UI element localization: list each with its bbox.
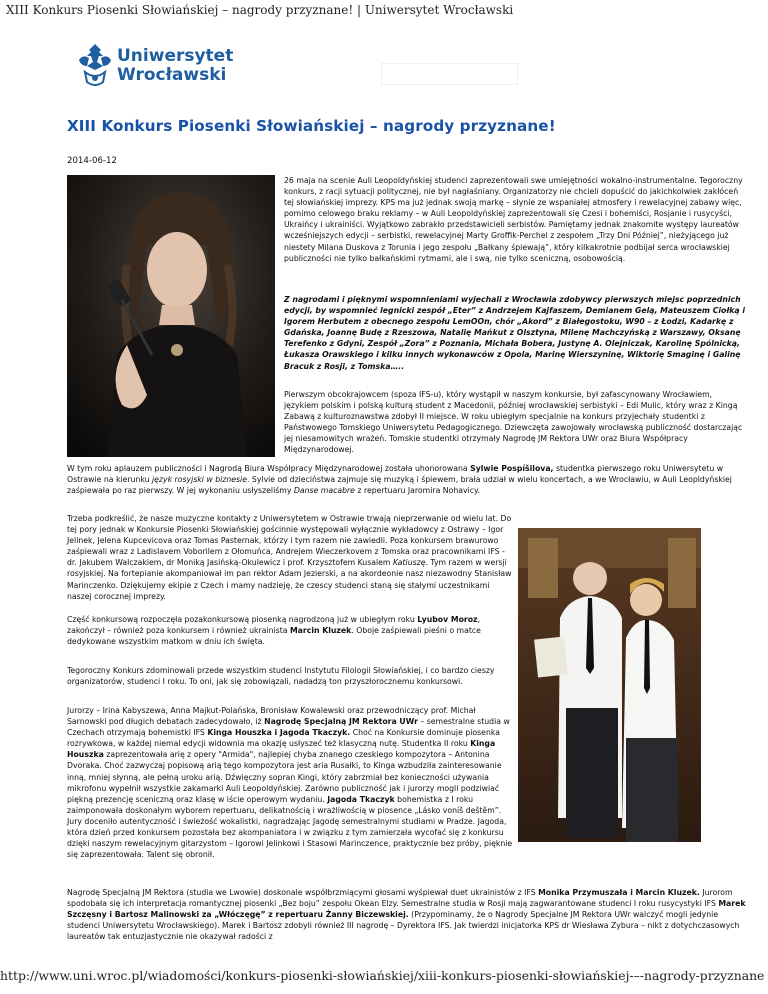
p6-name-lyubov: Lyubov Moroz — [417, 615, 478, 624]
p9-text-a: Nagrodę Specjalną JM Rektora (studia we Lwowie) doskonale współbrzmiącymi głosami wyśpiewał duet ukrainistów z IFS — [67, 888, 539, 897]
p9-text-c: Jurorom spodobała się ich interpretacja romantycznej piosenki „Bez boju” zespołu Okean Elzy. Semestralne studia w Rosji mają zagwarantowane studenci I roku rusycystyki IFS — [67, 888, 733, 909]
p8-award: Nagrodę Specjalną JM Rektora UWr — [264, 717, 418, 727]
page-footer-url[interactable]: http://www.uni.wroc.pl/wiadomości/konkurs-piosenki-słowiańskiej/xiii-konkurs-piosenki-słowiańskiej-–-nagrody-przyznane — [0, 968, 765, 983]
p8-text-a: Jurorzy – Irina Kabyszewa, Anna Majkut-Polańska, Bronisław Kowalewski oraz przewodniczący prof. Michał Sarnowski pod długich debatach zadecydowało, iż — [67, 706, 476, 727]
p6-text-a: Część konkursową rozpoczęła pozakonkursową piosenką nagrodzoną już w ubiegłym roku — [67, 615, 418, 624]
p8-name-kinga: Kinga Houszka — [67, 739, 496, 760]
photo-singer — [67, 175, 275, 457]
p8-text-c: – semestralne studia w Czechach otrzymają bohemistki IFS — [67, 717, 510, 738]
p4-text-c: studentka pierwszego roku Uniwersytetu w Ostrawie na kierunku — [67, 464, 724, 485]
paragraph-past-laureates: Z nagrodami i pięknymi wspomnieniami wyjechali z Wrocławia zdobywcy pierwszych miejsc poprzednich edycji, by wspomnieć legnicki zespół „Eter” z Andrzejem Kajfaszem, Demianem Gelą, Mateuszem Ciołką i Igorem Herbutem z obecnego zespołu LemOOn, chór „Akord” z Białegostoku, W90 – z Łodzi, Kadarkę z Gdańska, Joannę Budę z Rzeszowa, Natalię Mańkut z Olsztyna, Milenę Machczyńską z Warszawy, Oksanę Terefenko z Gdyni, Zespół „Zora” z Poznania, Michała Bobera, Justynę A. Olejniczak, Karolinę Spólnicką, Łukasza Orawskiego i kilku innych wykonawców z Opola, Marinę Wierszyninę, Wiktorię Smaginę i Galinę Bracuk z Rosji, z Tomska….. — [284, 295, 746, 371]
paragraph-sylvie — [67, 463, 749, 496]
search-box[interactable] — [381, 63, 518, 85]
p4-text-a: W tym roku aplauzem publiczności i Nagrodą Biura Współpracy Międzynarodowej została uhonorowana — [67, 464, 471, 473]
p9-text-e: (Przypominamy, że o Nagrody Specjalne JM Rektora UWr walczyć mogli jedynie studenci Uniwersytetu Wrocławskiego). Marek i Bartosz zdobyli również III nagrodę – Dyrektora IFS. Jak twierdzi inicjatorka KPS dr Wiesława Zybura – nikt z dotychczasowych laureatów tak entuzjastycznie nie okazywał radości z — [67, 910, 740, 942]
logo-text[interactable] — [117, 47, 233, 85]
paragraph-intro: 26 maja na scenie Auli Leopoldyńskiej studenci zaprezentowali swe umiejętności wokalno-instrumentalne. Tegoroczny konkurs, z racji sytuacji politycznej, nie był nagłaśniany. Organizatorzy nie chcieli dopuścić do jakichkolwiek zakłóceń tej słowiańskiej imprezy. KPS ma już jednak swoją markę – słynie ze wspaniałej atmosfery i rewelacyjnej zabawy więc, pomimo celowego braku reklamy – w Auli Leopoldyńskiej zaprezentowali się Czesi i bohemiści, Rosjanie i rusycyści, Ukraińcy i ukrainiści. Wyjątkowo zabrakło przedstawicieli serbistów. Pamiętamy jednak znakomite występy laureatów wcześniejszych edycji – serbistki, rewelacyjnej Marty Groffik-Perchel z zespołem „Trzy Dni Później”, nieżyjącego już niestety Milana Duskova z Torunia i jego zespołu „Bałkany śpiewają”, który kilkakrotnie podbijał serca wrocławskiej publiczności nie tylko bałkańskimi rytmami, ale i swą, nie tylko sceniczną, osobowością. — [284, 176, 743, 263]
p6-text-c: , zakończył – również poza konkursem i również ukrainista — [67, 615, 481, 636]
p8-winners: Kinga Houszka i Jagoda Tkaczyk. — [207, 728, 351, 738]
p5-song-katiusza: Katiuszę — [392, 558, 426, 568]
p8-name-jagoda: Jagoda Tkaczyk — [327, 794, 395, 804]
p9-rusycysci: Marek Szczęsny i Bartosz Malinowski za „Włóczęgę” z repertuaru Żanny Biczewskiej. — [67, 899, 746, 920]
article-date: 2014-06-12 — [67, 156, 117, 166]
p8-text-i: bohemistka z I roku zaimponowała doskonałym wyborem repertuaru, delikatnością i wrażliwością w piosence „Lásko voníš deštěm”. Jury doceniło autentyczność i świeżość wokalistki, nagradzając Jagodę semestralnymi studiami w Pradze. Jagoda, która dzień przed konkursem pozostała bez akompaniatora i w związku z tym zamierzała wycofać się z konkursu dzięki naszym rewelacyjnym gitarzystom – Igorowi Jelinkowi i Stasowi Marinczence, praktycznie bez próby, pięknie się zaprezentowała. Talent się obronił. — [67, 794, 513, 860]
photo-laureates — [518, 528, 701, 842]
p6-name-marcin: Marcin Kluzek — [289, 626, 352, 636]
paragraph-foreign-guests: Pierwszym obcokrajowcem (spoza IFS-u), który wystąpił w naszym konkursie, był zafascynowany Wrocławiem, językiem polskim i polską kulturą student z Macedonii, później wrocławskiej serbistyki – Edi Mulic, który wraz z Kingą Zabawą z kulturoznawstwa zdobył II miejsce. W roku ubiegłym specjalnie na konkurs przyjechały studentki z Państwowego Tomskiego Uniwersytetu Pedagogicznego. Dziewczęta zawojowały wrocławską publiczność dostarczając jej niesamowitych wrażeń. Tomskie studentki otrzymały Nagrodę JM Rektora UWr oraz Biura Współpracy Międzynarodowej. — [284, 390, 743, 455]
p4-name-sylvie: Sylwie Pospíšilova, — [470, 464, 554, 473]
p8-text-g: zaprezentowała arię z opery "Armida", najlepiej chyba znanego czeskiego kompozytora – Antonina Dvoraka. Choć zazwyczaj popisową arią tego kompozytora jest aria Rusałki, to Kinga wzbudziła zainteresowanie inną, mniej słynną, ale pełną uroku arią. Dźwięczny sopran Kingi, który zabrzmiał bez konieczności używania mikrofonu wypełnił wszystkie zakamarki Auli Leopoldyńskiej. Zarówno publiczność jak i jurorzy mogli podziwiać piękną prezencję sceniczną oraz klasę w iście operowym wydaniu. — [67, 750, 502, 804]
paragraph-students: Tegoroczny Konkurs zdominowali przede wszystkim studenci Instytutu Filologii Słowiańskiej, i co bardzo cieszy organizatorów, studenci I roku. To oni, jak się zobowiązali, nadadzą ton przyszłorocznemu konkursowi. — [67, 666, 495, 687]
paragraph-jury — [67, 705, 514, 860]
logo-line-2: Wrocławski — [117, 65, 227, 85]
paragraph-lwow — [67, 887, 749, 942]
p4-song: Danse macabre — [293, 486, 355, 496]
p8-text-e: Choć na Konkursie dominuje piosenka rozrywkowa, w każdej niemal edycji widownia ma okazję usłyszeć też klasyczną nutę. Studentka II roku — [67, 728, 500, 749]
p9-duet: Monika Przymuszała i Marcin Kluzek. — [538, 888, 700, 897]
paragraph-ostrava: Trzeba podkreślić, że nasze muzyczne kontakty z Uniwersytetem w Ostrawie trwają nieprzerwanie od wielu lat. Do tej pory jednak w Konkursie Piosenki Słowiańskiej gościnnie występowali wyłącznie wykładowcy z Ostrawy – Igor Jelinek, Jelena Kupcevicova oraz Tomas Pasternak, którzy i tym razem nie zawiedli. Poza konkursem brawurowo zaśpiewali wraz z Ladislavem Voborilem z Ołomuńca, Andrejem Wieczerkovem z Tomska oraz pracownikami IFS - dr. Jakubem Walczakiem, dr Moniką Jasińską-Okulewicz i prof. Krzysztofem Kusalem Katiuszę. Tym razem w wersji rosyjskiej. Na fortepianie akompaniował im pan rektor Adam Jezierski, a na akordeonie nasz niezawodny Stanisław Marinczenko. Dziękujemy ekipie z Czech i mamy nadzieję, że czescy studenci staną się stałymi uczestnikami naszej corocznej imprezy. — [67, 514, 512, 601]
page-header-title: XIII Konkurs Piosenki Słowiańskiej – nagrody przyznane! | Uniwersytet Wrocławski — [6, 3, 514, 17]
p4-text-e: . Sylvie od dzieciństwa zajmuje się muzyką i śpiewem, brała udział w wielu koncertach, a we Wrocławiu, w Auli Leopldyńskiej zaśpiewała po raz pierwszy. W jej wykonaniu usłyszeliśmy — [67, 475, 732, 496]
p4-text-g: z repertuaru Jaromira Nohavicy. — [354, 486, 480, 496]
logo-line-1: Uniwersytet — [117, 46, 234, 66]
article-title: XIII Konkurs Piosenki Słowiańskiej – nagrody przyznane! — [67, 117, 556, 135]
p6-text-e: . Oboje zaśpiewali pieśni o matce dedykowane wszystkim matkom w dniu ich święta. — [67, 626, 481, 647]
paragraph-opening — [67, 614, 514, 647]
p4-course: język rosyjski w biznesie — [152, 475, 247, 485]
eagle-crest-icon — [73, 40, 117, 96]
